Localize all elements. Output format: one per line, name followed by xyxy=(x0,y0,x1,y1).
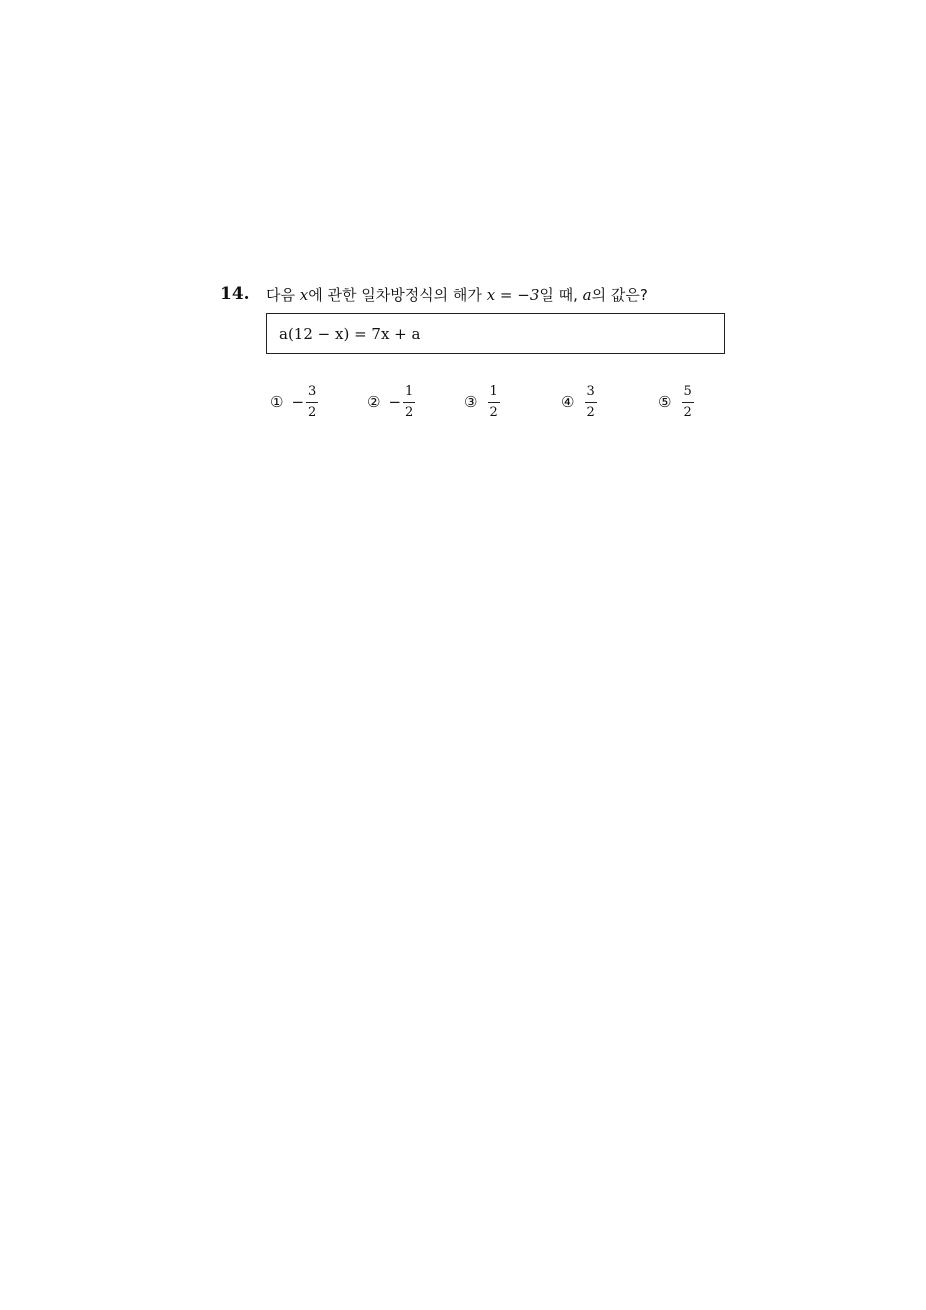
choice-marker: ① xyxy=(270,393,284,411)
question-part: 다음 xyxy=(266,286,300,304)
fraction-bar xyxy=(403,402,415,403)
choice-4[interactable] xyxy=(561,380,597,424)
denominator: 2 xyxy=(683,404,692,420)
choice-marker: ③ xyxy=(464,393,478,411)
choice-5[interactable] xyxy=(658,380,694,424)
equation: a(12 − x) = 7x + a xyxy=(279,325,421,343)
numerator: 5 xyxy=(683,383,692,399)
fraction xyxy=(487,384,499,421)
fraction-bar xyxy=(682,402,694,403)
choice-sign: − xyxy=(388,393,402,411)
numerator: 3 xyxy=(308,383,317,399)
fraction-bar xyxy=(306,402,318,403)
choice-3[interactable] xyxy=(464,380,500,424)
denominator: 2 xyxy=(586,404,595,420)
choice-marker: ② xyxy=(367,393,381,411)
choice-sign: − xyxy=(291,393,305,411)
fraction-bar xyxy=(488,402,500,403)
fraction xyxy=(584,384,596,421)
choice-2[interactable] xyxy=(367,380,415,424)
fraction xyxy=(306,384,318,421)
question-part: 에 관한 일차방정식의 해가 xyxy=(308,286,487,304)
fraction xyxy=(403,384,415,421)
denominator: 2 xyxy=(308,404,317,420)
numerator: 3 xyxy=(586,383,595,399)
equation-box xyxy=(266,313,725,354)
choice-marker: ④ xyxy=(561,393,575,411)
question-part: 의 값은? xyxy=(591,286,648,304)
variable-a: a xyxy=(582,286,592,304)
denominator: 2 xyxy=(489,404,498,420)
variable-x: x xyxy=(299,286,309,304)
numerator: 1 xyxy=(405,383,414,399)
answer-choices xyxy=(270,380,710,424)
choice-1[interactable] xyxy=(270,380,318,424)
numerator: 1 xyxy=(489,383,498,399)
choice-marker: ⑤ xyxy=(658,393,672,411)
problem-number: 14. xyxy=(220,284,250,304)
question-part: 일 때, xyxy=(539,286,583,304)
fraction xyxy=(681,384,693,421)
fraction-bar xyxy=(585,402,597,403)
solution-expression: x = −3 xyxy=(486,286,540,304)
question-text xyxy=(266,284,648,306)
denominator: 2 xyxy=(405,404,414,420)
